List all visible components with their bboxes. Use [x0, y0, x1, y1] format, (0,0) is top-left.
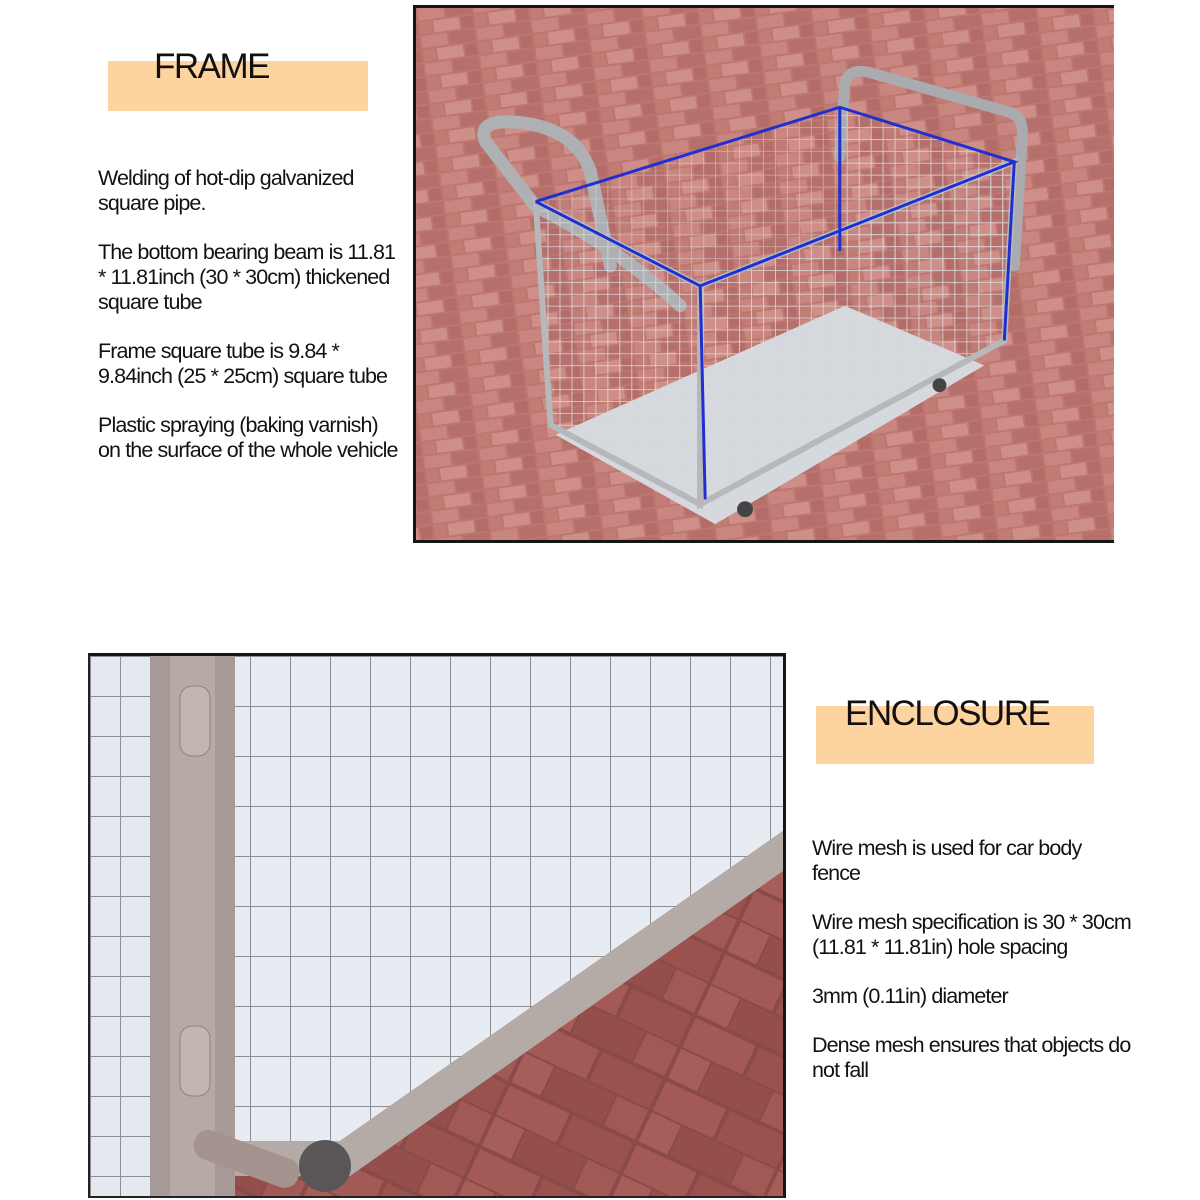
- frame-paragraph: Plastic spraying (baking varnish) on the surface of the whole vehicle: [98, 413, 398, 462]
- enclosure-paragraph: Wire mesh is used for car body fence: [812, 836, 1082, 885]
- frame-paragraph: Frame square tube is 9.84 * 9.84inch (25 * 25cm) square tube: [98, 339, 388, 388]
- frame-paragraph: Welding of hot-dip galvanized square pipe.: [98, 166, 354, 215]
- enclosure-paragraph: Wire mesh specification is 30 * 30cm (11.81 * 11.81in) hole spacing: [812, 910, 1131, 959]
- enclosure-mesh-photo: [88, 653, 786, 1198]
- enclosure-paragraph: 3mm (0.11in) diameter: [812, 984, 1008, 1008]
- enclosure-paragraph: Dense mesh ensures that objects do not fall: [812, 1033, 1131, 1082]
- frame-section-title: FRAME: [154, 47, 269, 86]
- frame-cart-photo: [413, 5, 1114, 543]
- enclosure-section-title: ENCLOSURE: [845, 694, 1050, 733]
- enclosure-description: [812, 836, 1132, 1107]
- frame-paragraph: The bottom bearing beam is 11.81 * 11.81inch (30 * 30cm) thickened square tube: [98, 240, 396, 314]
- frame-description: [98, 166, 403, 487]
